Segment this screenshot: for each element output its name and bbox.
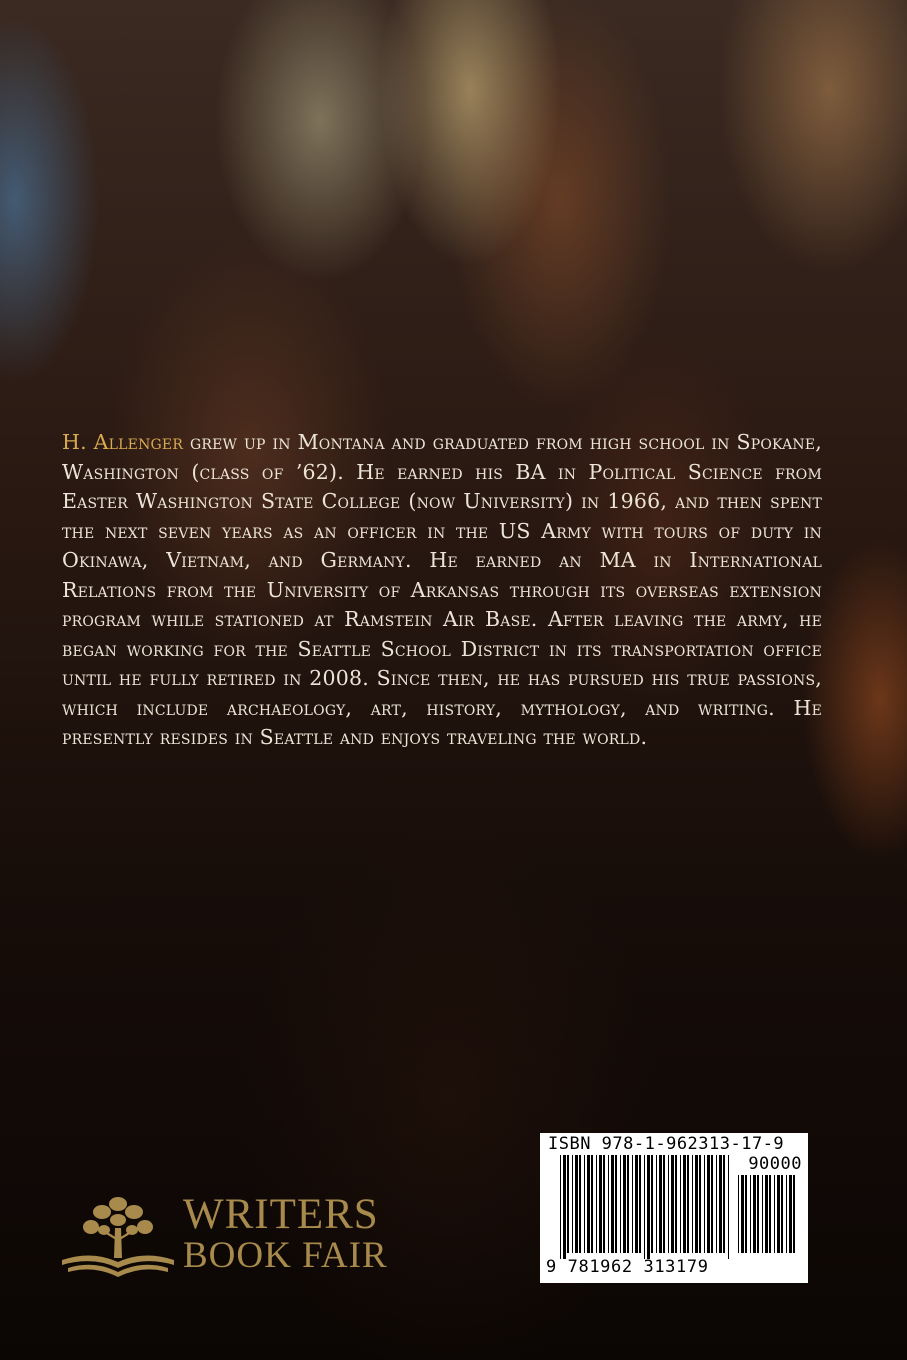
addon-barcode-bars [738,1175,798,1259]
publisher-logo [58,1190,398,1285]
publisher-name-line1: WRITERS [183,1191,379,1238]
author-name: H. Allenger [62,430,184,454]
author-bio-text: grew up in Montana and graduated from high school in Spokane, Washington (class of ’62). He earned his BA in Political Science from Easter Washington State College (now University) in 1966, and then spent the next seven years as an officer in the US Army with tours of duty in Okinawa, Vietnam, and Germany. He earned an MA in International Relations from the University of Arkansas through its overseas extension program while stationed at Ramstein Air Base. After leaving the army, he began working for the Seattle School District in its transportation office until he fully retired in 2008. Since then, he has pursued his true passions, which include archaeology, art, history, mythology, and writing. He presently resides in Seattle and enjoys traveling the world. [62,430,822,749]
ean-digits: 9 781962 313179 [546,1257,709,1277]
ean-barcode-bars [560,1155,730,1259]
price-addon-code: 90000 [748,1154,802,1174]
tree-book-logo-icon [58,1190,178,1285]
author-bio [62,428,822,753]
isbn-barcode [540,1133,808,1283]
publisher-name-line2: BOOK FAIR [183,1235,388,1276]
isbn-text: ISBN 978-1-962313-17-9 [548,1134,785,1154]
